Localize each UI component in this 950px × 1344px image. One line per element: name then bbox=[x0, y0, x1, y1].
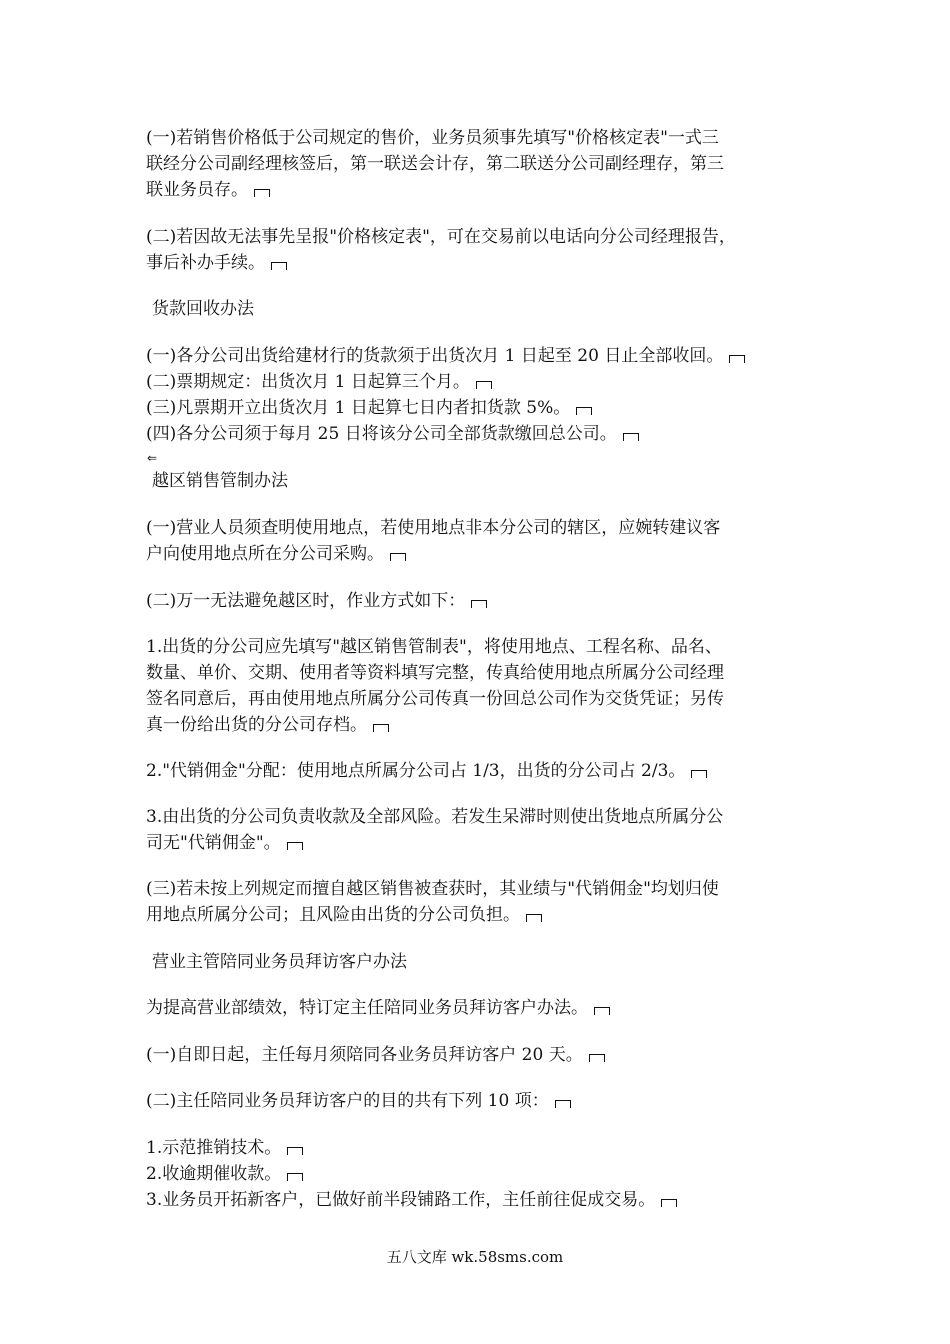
text: (一)若销售价格低于公司规定的售价，业务员须事先填写"价格核定表"一式三 bbox=[146, 128, 719, 148]
text: 事后补办手续。 bbox=[146, 253, 265, 273]
text: 联经分公司副经理核签后，第一联送会计存，第二联送分公司副经理存，第三 bbox=[146, 154, 724, 174]
list-item bbox=[146, 1137, 826, 1159]
paragraph-mark-icon bbox=[576, 407, 592, 415]
text: 司无"代销佣金"。 bbox=[146, 833, 281, 853]
text: (三)凡票期开立出货次月 1 日起算七日内者扣货款 5%。 bbox=[146, 398, 571, 418]
heading-text: 营业主管陪同业务员拜访客户办法 bbox=[152, 952, 407, 972]
text: 1.出货的分公司应先填写"越区销售管制表"，将使用地点、工程名称、品名、 bbox=[146, 637, 722, 657]
paragraph-line bbox=[146, 832, 826, 854]
list-item bbox=[146, 1189, 826, 1211]
paragraph-line bbox=[146, 714, 826, 736]
text: 为提高营业部绩效，特订定主任陪同业务员拜访客户办法。 bbox=[146, 998, 588, 1018]
text: (一)营业人员须查明使用地点，若使用地点非本分公司的辖区，应婉转建议客 bbox=[146, 518, 721, 538]
paragraph-line bbox=[146, 688, 826, 710]
list-item bbox=[146, 345, 826, 367]
paragraph-mark-icon bbox=[471, 600, 487, 608]
paragraph-mark-icon bbox=[526, 914, 542, 922]
paragraph-line bbox=[146, 252, 826, 274]
text: 数量、单价、交期、使用者等资料填写完整，传真给使用地点所属分公司经理 bbox=[146, 663, 724, 683]
paragraph-mark-icon bbox=[254, 189, 270, 197]
text: 户向使用地点所在分公司采购。 bbox=[146, 544, 384, 564]
paragraph-line bbox=[146, 517, 826, 539]
text: (三)若未按上列规定而擅自越区销售被查获时，其业绩与"代销佣金"均划归使 bbox=[146, 879, 719, 899]
text: (二)若因故无法事先呈报"价格核定表"，可在交易前以电话向分公司经理报告， bbox=[146, 227, 736, 247]
section-heading bbox=[152, 951, 832, 973]
text: 真一份给出货的分公司存档。 bbox=[146, 715, 367, 735]
text: 签名同意后，再由使用地点所属分公司传真一份回总公司作为交货凭证；另传 bbox=[146, 689, 724, 709]
text: (二)主任陪同业务员拜访客户的目的共有下列 10 项： bbox=[146, 1091, 549, 1111]
paragraph-line bbox=[146, 997, 826, 1019]
paragraph-line bbox=[146, 590, 826, 612]
paragraph-mark-icon bbox=[623, 433, 639, 441]
paragraph-mark-icon bbox=[729, 355, 745, 363]
text: (四)各分公司须于每月 25 日将该分公司全部货款缴回总公司。 bbox=[146, 424, 617, 444]
text: 3.由出货的分公司负责收款及全部风险。若发生呆滞时则使出货地点所属分公 bbox=[146, 807, 724, 827]
paragraph-line bbox=[146, 543, 826, 565]
paragraph-mark-icon bbox=[589, 1054, 605, 1062]
list-item bbox=[146, 1163, 826, 1185]
text: 3.业务员开拓新客户，已做好前半段铺路工作，主任前往促成交易。 bbox=[146, 1190, 656, 1210]
paragraph-line bbox=[146, 179, 826, 201]
paragraph-line bbox=[146, 226, 826, 248]
small-arrow-mark: ⇐ bbox=[147, 451, 158, 465]
text: 2."代销佣金"分配：使用地点所属分公司占 1/3，出货的分公司占 2/3。 bbox=[146, 761, 686, 781]
paragraph-line bbox=[146, 662, 826, 684]
text: (二)万一无法避免越区时，作业方式如下： bbox=[146, 591, 466, 611]
paragraph-mark-icon bbox=[691, 770, 707, 778]
paragraph-line bbox=[146, 1090, 826, 1112]
text: 联业务员存。 bbox=[146, 180, 248, 200]
text: 2.收逾期催收款。 bbox=[146, 1164, 282, 1184]
paragraph-line bbox=[146, 127, 826, 149]
paragraph-line bbox=[146, 153, 826, 175]
text: (一)各分公司出货给建材行的货款须于出货次月 1 日起至 20 日止全部收回。 bbox=[146, 346, 724, 366]
text: (二)票期规定：出货次月 1 日起算三个月。 bbox=[146, 372, 470, 392]
heading-text: 越区销售管制办法 bbox=[152, 471, 288, 491]
paragraph-mark-icon bbox=[271, 262, 287, 270]
paragraph-mark-icon bbox=[594, 1007, 610, 1015]
paragraph-mark-icon bbox=[287, 1147, 303, 1155]
paragraph-mark-icon bbox=[287, 842, 303, 850]
list-item bbox=[146, 397, 826, 419]
paragraph-mark-icon bbox=[661, 1199, 677, 1207]
page-footer: 五八文库 wk.58sms.com bbox=[386, 1248, 564, 1266]
paragraph-line bbox=[146, 760, 826, 782]
section-heading bbox=[152, 470, 832, 492]
list-item bbox=[146, 423, 826, 445]
text: 1.示范推销技术。 bbox=[146, 1138, 282, 1158]
section-heading bbox=[152, 298, 832, 320]
paragraph-mark-icon bbox=[476, 381, 492, 389]
paragraph-mark-icon bbox=[287, 1173, 303, 1181]
list-item bbox=[146, 371, 826, 393]
heading-text: 货款回收办法 bbox=[152, 299, 254, 319]
paragraph-line bbox=[146, 878, 826, 900]
text: (一)自即日起，主任每月须陪同各业务员拜访客户 20 天。 bbox=[146, 1045, 583, 1065]
paragraph-line bbox=[146, 636, 826, 658]
paragraph-line bbox=[146, 1044, 826, 1066]
paragraph-mark-icon bbox=[390, 553, 406, 561]
paragraph-mark-icon bbox=[555, 1100, 571, 1108]
paragraph-line bbox=[146, 904, 826, 926]
paragraph-line bbox=[146, 806, 826, 828]
paragraph-mark-icon bbox=[373, 724, 389, 732]
text: 用地点所属分公司；且风险由出货的分公司负担。 bbox=[146, 905, 520, 925]
